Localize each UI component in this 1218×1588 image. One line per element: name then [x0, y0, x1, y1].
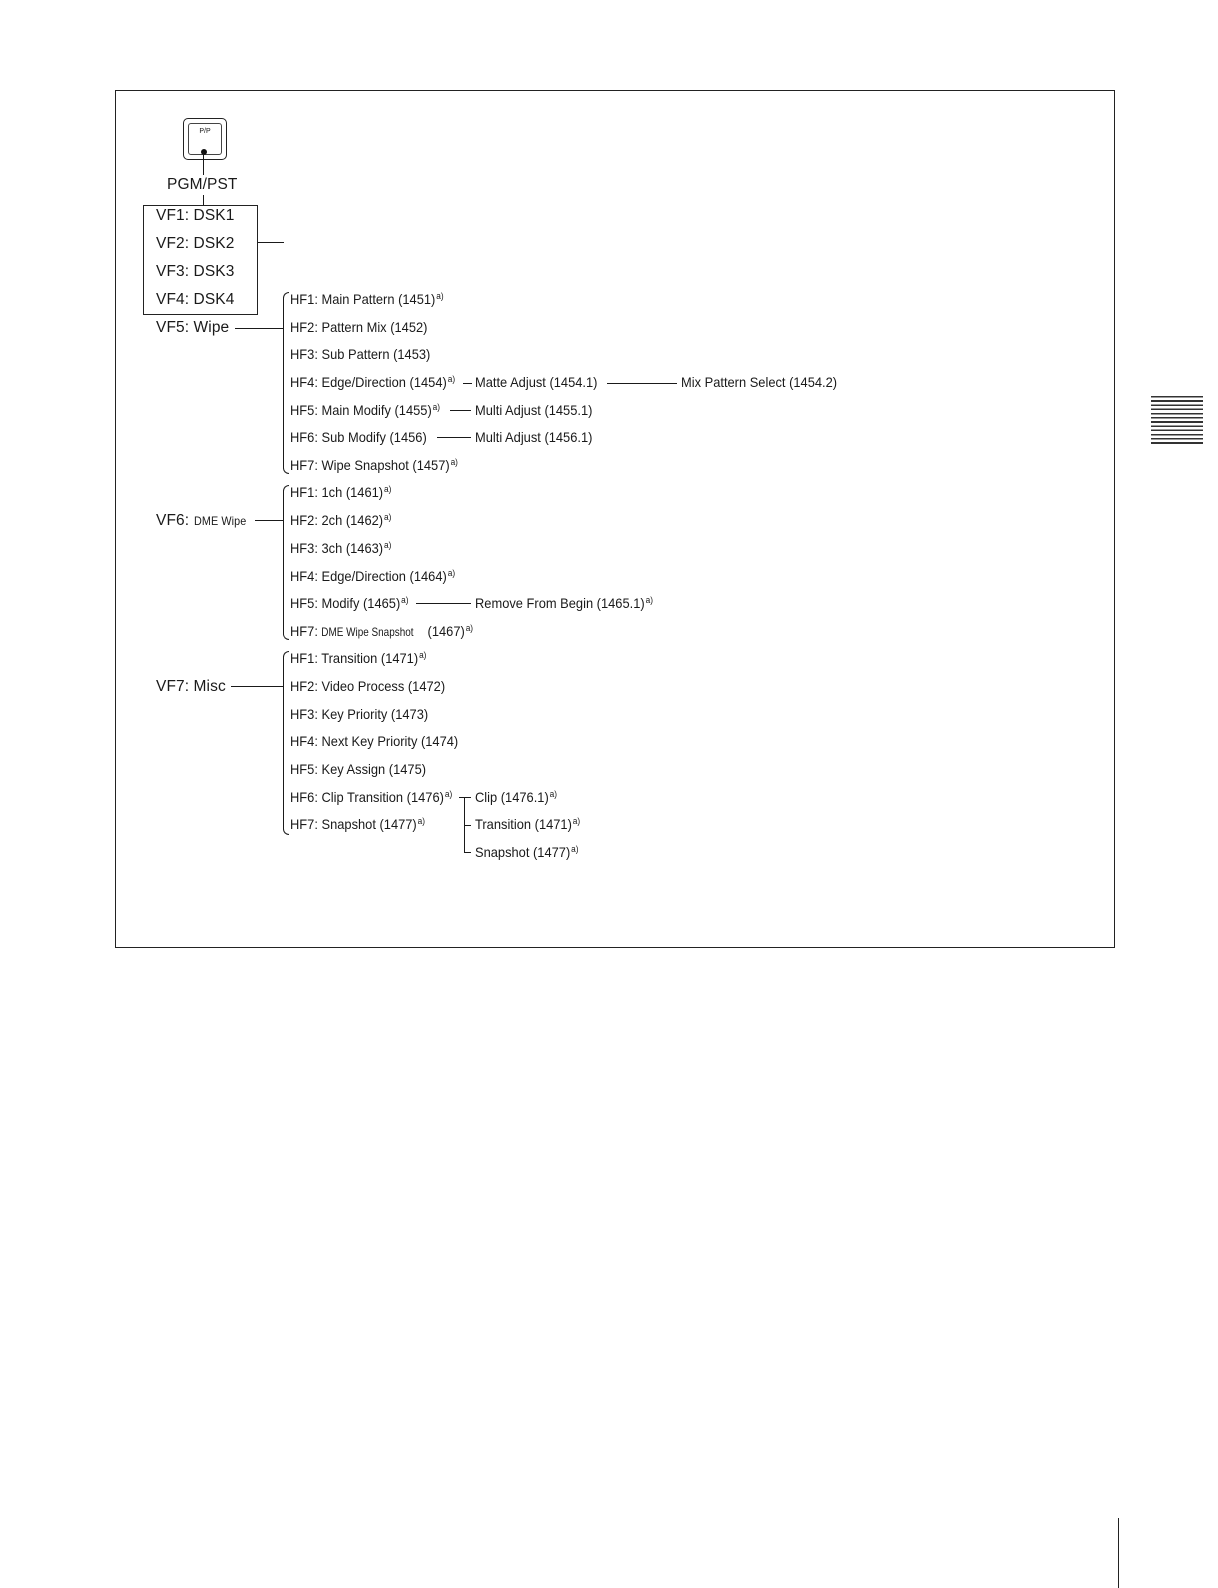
misc-hf4: HF4: Next Key Priority (1474) [290, 733, 459, 749]
vf5-label: VF5: Wipe [156, 319, 230, 336]
connector-line [235, 328, 283, 329]
wipe-hf5: HF5: Main Modify $(1455)^{a)}$ [290, 402, 441, 418]
multi-adjust-2: Multi Adjust (1456.1) [475, 429, 593, 445]
vf3-label: VF3: DSK3 [156, 263, 235, 280]
connector-line [255, 520, 283, 521]
misc-bracket [283, 651, 289, 835]
wipe-hf1: HF1: Main Pattern $(1451)^{a)}$ [290, 291, 444, 307]
dme-hf2: HF2: 2ch $(1462)^{a)}$ [290, 512, 392, 528]
dme-hf3: HF3: 3ch $(1463)^{a)}$ [290, 540, 392, 556]
misc-hf2: HF2: Video Process (1472) [290, 678, 446, 694]
remove-from-begin: Remove From Begin $(1465.1)^{a)}$ [475, 595, 653, 611]
clip-sub: Clip $(1476.1)^{a)}$ [475, 789, 558, 805]
vf1-label: VF1: DSK1 [156, 207, 235, 224]
connector-line [258, 242, 284, 243]
connector-line [463, 383, 472, 384]
wipe-hf4: HF4: Edge/Direction $(1454)^{a)}$ [290, 374, 456, 390]
misc-hf7: HF7: Snapshot $(1477)^{a)}$ [290, 816, 426, 832]
wipe-hf6: HF6: Sub Modify (1456) [290, 429, 427, 445]
wipe-bracket [283, 292, 289, 474]
section-edge-tab [1151, 396, 1203, 444]
button-name: PGM/PST [167, 176, 238, 193]
misc-hf3: HF3: Key Priority (1473) [290, 706, 429, 722]
connector-line [437, 437, 471, 438]
wipe-hf2: HF2: Pattern Mix (1452) [290, 319, 428, 335]
mix-pattern-select: Mix Pattern Select (1454.2) [681, 374, 838, 390]
connector-line [203, 152, 204, 175]
dme-hf4: HF4: Edge/Direction $(1464)^{a)}$ [290, 568, 456, 584]
dme-hf7: HF7: DME Wipe Snapshot $(1467)^{a)}$ [290, 623, 474, 639]
connector-line [416, 603, 471, 604]
multi-adjust-1: Multi Adjust (1455.1) [475, 402, 593, 418]
misc-hf6: HF6: Clip Transition $(1476)^{a)}$ [290, 789, 453, 805]
vf2-label: VF2: DSK2 [156, 235, 235, 252]
matte-adjust: Matte Adjust (1454.1) [475, 374, 598, 390]
diagram-frame [115, 90, 1115, 948]
vf6-label: VF6: DME Wipe [156, 512, 246, 529]
vf7-label: VF7: Misc [156, 678, 226, 695]
connector-line [231, 686, 283, 687]
pp-button-label: P/P [199, 128, 211, 135]
vf4-label: VF4: DSK4 [156, 291, 235, 308]
connector-line [464, 825, 471, 826]
wipe-hf7: HF7: Wipe Snapshot $(1457)^{a)}$ [290, 457, 458, 473]
connector-line [450, 410, 471, 411]
dme-hf1: HF1: 1ch $(1461)^{a)}$ [290, 484, 392, 500]
dme-hf5: HF5: Modify $(1465)^{a)}$ [290, 595, 409, 611]
connector-line [464, 852, 471, 853]
misc-hf1: HF1: Transition $(1471)^{a)}$ [290, 650, 427, 666]
dme-wipe-bracket [283, 485, 289, 640]
page-rule-line [1118, 1518, 1119, 1588]
wipe-hf3: HF3: Sub Pattern (1453) [290, 346, 431, 362]
snapshot-sub: Snapshot $(1477)^{a)}$ [475, 844, 579, 860]
transition-sub: Transition $(1471)^{a)}$ [475, 816, 581, 832]
connector-line [607, 383, 677, 384]
misc-hf5: HF5: Key Assign (1475) [290, 761, 427, 777]
